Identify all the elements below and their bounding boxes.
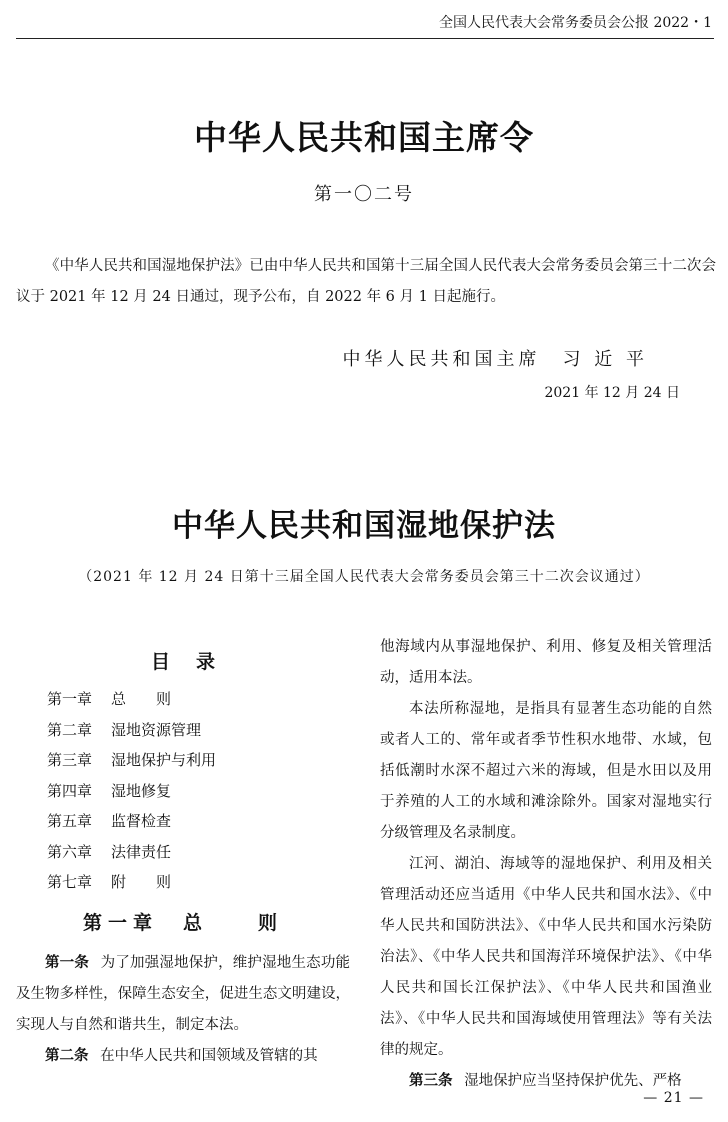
article-2-para-2: 本法所称湿地，是指具有显著生态功能的自然或者人工的、常年或者季节性积水地带、水域，包括低潮时水深不超过六米的海域，但是水田以及用于养殖的人工的水域和滩涂除外。国家对湿地实行分级管理及名录制度。: [380, 701, 712, 841]
toc-item: 第四章 湿地修复: [47, 781, 172, 800]
toc-title: 目录: [150, 651, 241, 673]
article-3: 第三条 湿地保护应当坚持保护优先、严格: [409, 1073, 682, 1089]
adoption-note: （2021 年 12 月 24 日第十三届全国人民代表大会常务委员会第三十二次会议通过）: [78, 569, 650, 585]
article-2-para-3: 江河、湖泊、海域等的湿地保护、利用及相关管理活动还应当适用《中华人民共和国水法》、《中华人民共和国防洪法》、《中华人民共和国水污染防治法》、《中华人民共和国海洋环境保护法》、《中华人民共和国长江保护法》、《中华人民共和国渔业法》、《中华人民共和国海域使用管理法》等有关法律的规定。: [380, 856, 712, 1058]
header-rule: [16, 38, 714, 39]
toc-item: 第七章 附 则: [47, 873, 172, 891]
order-title: 中华人民共和国主席令: [194, 118, 534, 157]
article-2: 第二条 在中华人民共和国领域及管辖的其: [45, 1047, 318, 1064]
toc-item: 第二章 湿地资源管理: [47, 720, 202, 739]
right-column: [380, 632, 712, 1097]
signature-date: 2021 年 12 月 24 日: [544, 385, 680, 401]
toc-item: 第一章 总 则: [47, 690, 172, 708]
article-1: 第一条 为了加强湿地保护，维护湿地生态功能及生物多样性，保障生态安全，促进生态文明建设，实现人与自然和谐共生，制定本法。: [16, 954, 351, 1033]
table-of-contents: [16, 684, 350, 898]
signature: 中华人民共和国主席 习 近 平: [342, 349, 648, 370]
toc-item: 第三章 湿地保护与利用: [47, 751, 217, 769]
law-title: 中华人民共和国湿地保护法: [172, 508, 556, 544]
page-number: — 21 —: [643, 1090, 704, 1106]
toc-item: 第五章 监督检查: [47, 812, 172, 830]
order-number: 第一〇二号: [314, 184, 414, 205]
article-1-label: 第一条: [45, 954, 90, 971]
toc-item: 第六章 法律责任: [47, 842, 172, 861]
left-column: [16, 640, 350, 1072]
article-2-continued: 他海域内从事湿地保护、利用、修复及相关管理活动，适用本法。: [380, 639, 712, 686]
article-3-label: 第三条: [409, 1073, 453, 1089]
chapter-1-title: 第一章 总 则: [82, 911, 283, 934]
article-2-label: 第二条: [45, 1047, 89, 1064]
running-head: 全国人民代表大会常务委员会公报 2022・1: [439, 15, 712, 31]
promulgation-text: 《中华人民共和国湿地保护法》已由中华人民共和国第十三届全国人民代表大会常务委员会第三十二次会议于 2021 年 12 月 24 日通过，现予公布，自 2022 年 6 月 1 日起施行。: [16, 258, 716, 305]
